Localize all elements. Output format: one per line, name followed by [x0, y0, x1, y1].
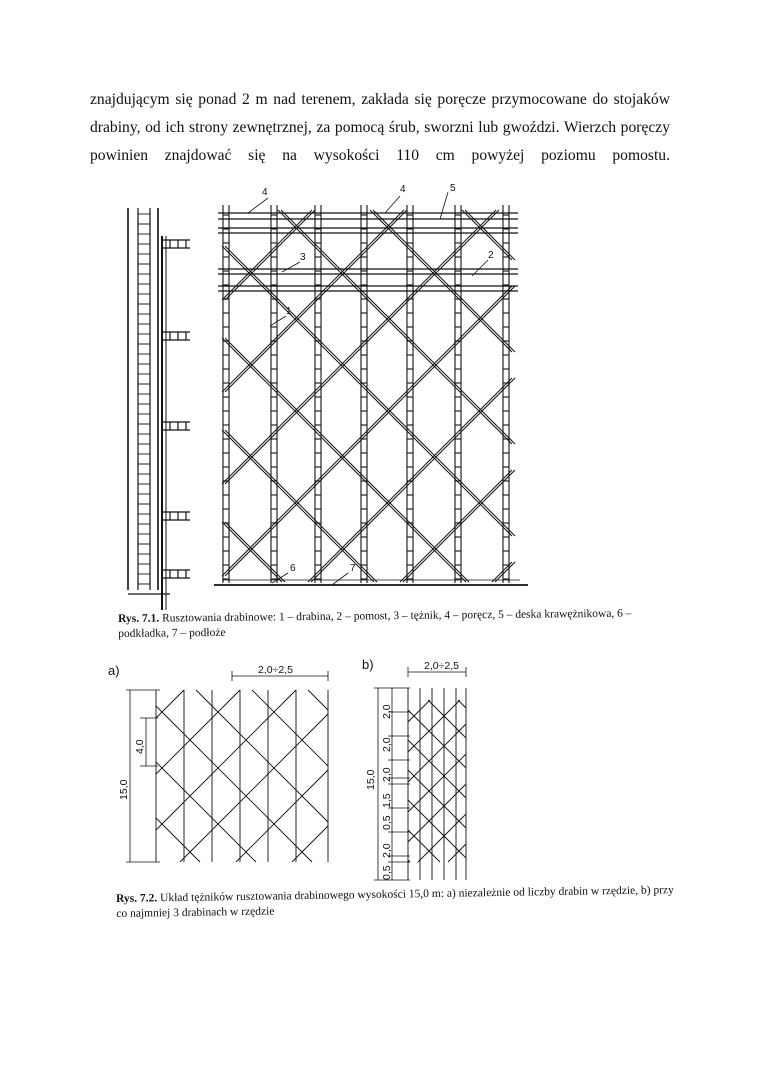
- label-2: 2: [488, 250, 494, 261]
- paragraph-line-1: znajdującym się ponad 2 m nad terenem, zakłada się poręcze przymocowane do stojaków: [90, 91, 670, 108]
- panel-b-segment-3: 2,0: [381, 767, 393, 782]
- panel-b-spacing: 2,0÷2,5: [424, 660, 459, 672]
- panel-a-spacing: 2,0÷2,5: [258, 664, 293, 676]
- panel-a-label: a): [108, 663, 120, 678]
- bracing-diagonal: [222, 210, 404, 392]
- b-brace: [428, 700, 466, 738]
- b-brace: [408, 830, 440, 862]
- paragraph-line-3: powinien znajdować się na wysokości 110 cm powyżej poziomu pomostu.: [90, 147, 670, 164]
- a-brace: [308, 690, 328, 710]
- a-brace: [156, 818, 200, 862]
- figure-7-2-caption-number: Rys. 7.2.: [116, 892, 158, 905]
- figure-7-1-caption-number: Rys. 7.1.: [118, 612, 160, 625]
- label-1: 1: [286, 306, 292, 317]
- ladder-side-view: [128, 208, 190, 610]
- a-brace: [156, 690, 240, 774]
- panel-a-height-module: 4,0: [134, 739, 146, 754]
- label-3: 3: [300, 252, 306, 263]
- bracing-diagonal: [225, 210, 499, 484]
- figure-7-2-a: [126, 671, 328, 862]
- panel-b-segment-7: 0,5: [381, 865, 393, 880]
- label-5: 5: [450, 183, 456, 194]
- label-6: 6: [290, 563, 296, 574]
- b-brace: [408, 770, 466, 828]
- bracing-diagonal: [225, 286, 515, 576]
- a-brace: [156, 690, 296, 830]
- bracing-diagonal: [222, 430, 374, 582]
- bracing-diagonal: [225, 246, 515, 536]
- figure-7-2-caption-text: Układ tężników rusztowania drabinowego wysokości 15,0 m: a) niezależnie od liczby drabin w rzędzie, b) przy co najmniej 3 drabinach w rzędzie: [116, 884, 674, 920]
- bracing-diagonal: [225, 522, 285, 582]
- b-brace: [408, 710, 466, 768]
- b-brace: [408, 740, 466, 798]
- bracing-diagonal: [225, 430, 377, 582]
- b-brace: [408, 724, 466, 782]
- panel-b-segment-1: 2,0: [381, 704, 393, 719]
- b-brace: [448, 844, 466, 862]
- bracing-diagonal: [225, 210, 407, 392]
- b-brace: [408, 700, 460, 752]
- panel-b-segment-5: 0,5: [381, 815, 393, 830]
- b-brace: [408, 700, 430, 722]
- panel-b-segment-6: 2,0: [381, 843, 393, 858]
- b-brace: [418, 814, 466, 862]
- a-brace: [156, 690, 184, 718]
- a-brace: [236, 770, 328, 862]
- b-brace: [408, 754, 466, 812]
- bracing-diagonal: [373, 210, 515, 352]
- bracing-diagonal: [462, 210, 512, 260]
- label-7: 7: [350, 563, 356, 574]
- b-brace: [408, 784, 466, 842]
- b-brace: [408, 800, 466, 858]
- a-brace: [156, 762, 256, 862]
- paragraph-line-2: drabiny, od ich strony zewnętrznej, za pomocą śrub, sworzni lub gwoździ. Wierzch poręczy: [90, 119, 670, 136]
- panel-b-segment-4: 1,5: [381, 793, 393, 808]
- a-brace: [180, 714, 328, 862]
- label-4a: 4: [262, 187, 268, 198]
- panel-b-label: b): [362, 657, 374, 672]
- bracing-diagonal: [278, 210, 512, 444]
- panel-b-segment-2: 2,0: [381, 737, 393, 752]
- a-brace: [196, 690, 328, 822]
- scaffold-front-view: [214, 205, 528, 585]
- label-4b: 4: [400, 184, 406, 195]
- bracing-diagonal: [222, 522, 282, 582]
- a-brace: [252, 690, 328, 766]
- a-brace: [156, 706, 312, 862]
- bracing-diagonal: [370, 210, 512, 352]
- figure-7-1-caption: [118, 606, 678, 642]
- figure-7-1-caption-text: Rusztowania drabinowe: 1 – drabina, 2 – pomost, 3 – tężnik, 4 – poręcz, 5 – deska krawężnikowa, 6 – podkładka, 7 – podłoże: [118, 607, 632, 640]
- panel-a-height-total: 15,0: [118, 779, 130, 800]
- panel-b-height-total: 15,0: [365, 769, 377, 790]
- a-brace: [292, 826, 328, 862]
- figure-7-1: [128, 192, 528, 610]
